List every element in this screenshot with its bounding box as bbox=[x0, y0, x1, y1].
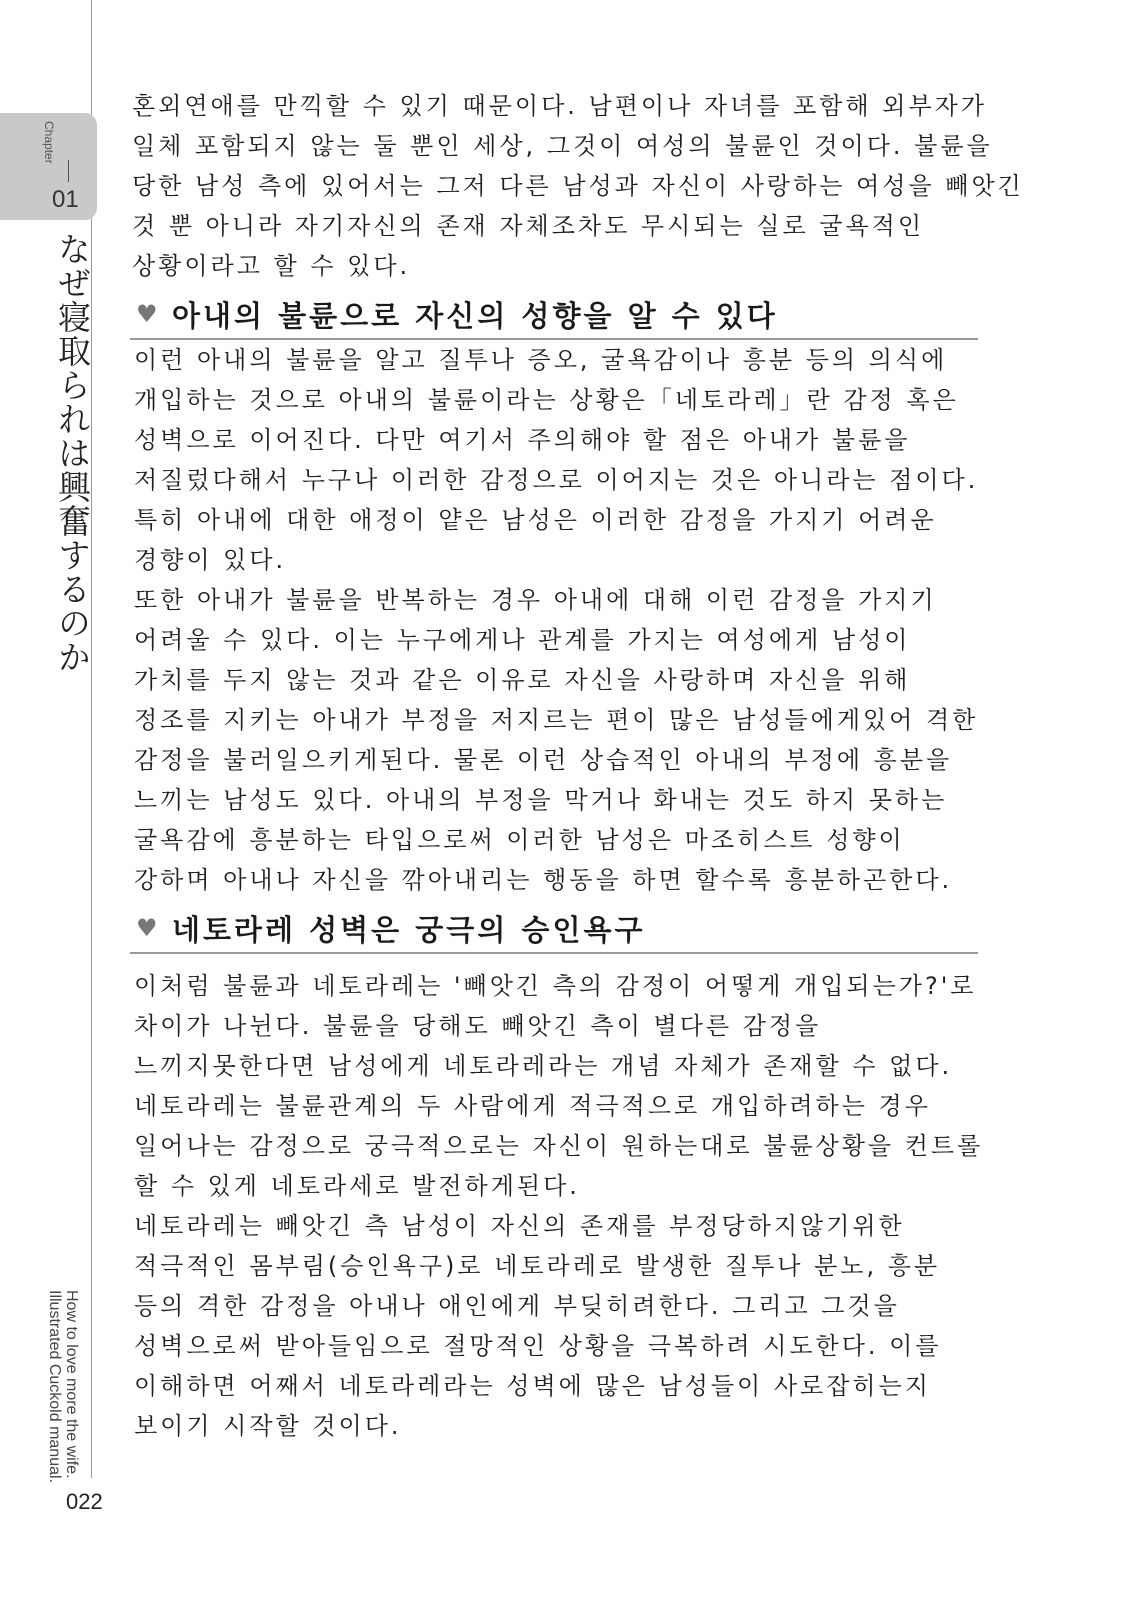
text-line: 강하며 아내나 자신을 깎아내리는 행동을 하면 할수록 흥분하곤한다. bbox=[134, 866, 953, 894]
text-line: 것 뿐 아니라 자기자신의 존재 자체조차도 무시되는 실로 굴욕적인 bbox=[132, 212, 924, 240]
book-title bbox=[46, 1290, 80, 1483]
text-line: 차이가 나뉜다. 불륜을 당해도 빼앗긴 측이 별다른 감정을 bbox=[134, 1012, 822, 1040]
text-line: 당한 남성 측에 있어서는 그저 다른 남성과 자신이 사랑하는 여성을 빼앗긴 bbox=[132, 172, 1024, 200]
text-line: 네토라레는 빼앗긴 측 남성이 자신의 존재를 부정당하지않기위한 bbox=[134, 1212, 905, 1240]
text-line: 네토라레는 불륜관계의 두 사람에게 적극적으로 개입하려하는 경우 bbox=[134, 1092, 931, 1120]
section-heading-text: 네토라레 성벽은 궁극의 승인욕구 bbox=[172, 913, 646, 947]
section-heading-1 bbox=[130, 290, 978, 340]
text-line: 개입하는 것으로 아내의 불륜이라는 상황은「네토라레」란 감정 혹은 bbox=[134, 386, 959, 414]
text-line: 굴욕감에 흥분하는 타입으로써 이러한 남성은 마조히스트 성향이 bbox=[134, 826, 905, 854]
section-heading-text: 아내의 불륜으로 자신의 성향을 알 수 있다 bbox=[172, 299, 778, 333]
text-line: 일어나는 감정으로 궁극적으로는 자신이 원하는대로 불륜상황을 컨트롤 bbox=[134, 1132, 984, 1160]
heart-icon: ♥ bbox=[136, 914, 158, 942]
text-line: 성벽으로 이어진다. 다만 여기서 주의해야 할 점은 아내가 불륜을 bbox=[134, 426, 911, 454]
text-line: 또한 아내가 불륜을 반복하는 경우 아내에 대해 이런 감정을 가지기 bbox=[134, 586, 937, 614]
chapter-divider bbox=[68, 160, 69, 182]
section-heading-2 bbox=[130, 904, 978, 954]
sidebar-divider bbox=[91, 0, 92, 1478]
text-line: 혼외연애를 만끽할 수 있기 때문이다. 남편이나 자녀를 포함해 외부자가 bbox=[132, 92, 987, 120]
intro-paragraph bbox=[132, 86, 1024, 286]
book-title-line-1: How to love more the wife. bbox=[63, 1290, 80, 1479]
text-line: 경향이 있다. bbox=[134, 546, 287, 574]
text-line: 특히 아내에 대한 애정이 얕은 남성은 이러한 감정을 가지기 어려운 bbox=[134, 506, 937, 534]
page-number: 022 bbox=[66, 1489, 103, 1514]
text-line: 가치를 두지 않는 것과 같은 이유로 자신을 사랑하며 자신을 위해 bbox=[134, 666, 911, 694]
text-line: 감정을 불러일으키게된다. 물론 이런 상습적인 아내의 부정에 흥분을 bbox=[134, 746, 953, 774]
book-title-line-2: Illustrated Cuckold manual. bbox=[46, 1290, 63, 1483]
text-line: 등의 격한 감정을 아내나 애인에게 부딪히려한다. 그리고 그것을 bbox=[134, 1292, 900, 1320]
text-line: 이런 아내의 불륜을 알고 질투나 증오, 굴욕감이나 흥분 등의 의식에 bbox=[134, 346, 948, 374]
chapter-label: Chapter bbox=[42, 121, 56, 164]
text-line: 할 수 있게 네토라세로 발전하게된다. bbox=[134, 1172, 580, 1200]
section-2-body bbox=[134, 966, 983, 1446]
text-line: 적극적인 몸부림(승인욕구)로 네토라레로 발생한 질투나 분노, 흥분 bbox=[134, 1252, 941, 1280]
section-1-body bbox=[134, 340, 978, 900]
text-line: 이해하면 어째서 네토라레라는 성벽에 많은 남성들이 사로잡히는지 bbox=[134, 1372, 931, 1400]
text-line: 일체 포함되지 않는 둘 뿐인 세상, 그것이 여성의 불륜인 것이다. 불륜을 bbox=[132, 132, 993, 160]
text-line: 저질렀다해서 누구나 이러한 감정으로 이어지는 것은 아니라는 점이다. bbox=[134, 466, 979, 494]
text-line: 정조를 지키는 아내가 부정을 저지르는 편이 많은 남성들에게있어 격한 bbox=[134, 706, 979, 734]
text-line: 성벽으로써 받아들임으로 절망적인 상황을 극복하려 시도한다. 이를 bbox=[134, 1332, 942, 1360]
chapter-number: 01 bbox=[52, 186, 79, 213]
text-line: 느끼는 남성도 있다. 아내의 부정을 막거나 화내는 것도 하지 못하는 bbox=[134, 786, 948, 814]
text-line: 어려울 수 있다. 이는 누구에게나 관계를 가지는 여성에게 남성이 bbox=[134, 626, 911, 654]
chapter-title: なぜ寝取られは興奮するのか bbox=[53, 232, 92, 674]
heart-icon: ♥ bbox=[136, 300, 158, 328]
text-line: 느끼지못한다면 남성에게 네토라레라는 개념 자체가 존재할 수 없다. bbox=[134, 1052, 953, 1080]
text-line: 상황이라고 할 수 있다. bbox=[132, 252, 411, 280]
text-line: 이처럼 불륜과 네토라레는 '빼앗긴 측의 감정이 어떻게 개입되는가?'로 bbox=[134, 972, 977, 1000]
text-line: 보이기 시작할 것이다. bbox=[134, 1412, 402, 1440]
